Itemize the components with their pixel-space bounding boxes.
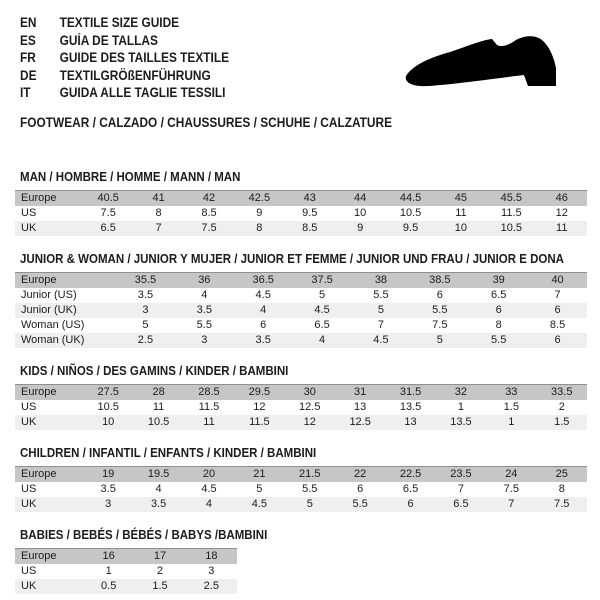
size-cell: 7.5 — [184, 221, 234, 236]
size-cell: 10.5 — [83, 400, 133, 415]
size-cell: 12.5 — [285, 400, 335, 415]
size-cell: 22.5 — [385, 466, 435, 482]
size-cell: 45 — [436, 190, 486, 206]
size-cell: 12 — [537, 206, 587, 221]
row-label: US — [15, 482, 83, 497]
size-cell: 17 — [134, 548, 185, 564]
size-cell: 6 — [469, 303, 528, 318]
size-cell: 42.5 — [234, 190, 284, 206]
size-cell: 3 — [116, 303, 175, 318]
row-label: Junior (UK) — [15, 303, 116, 318]
language-code: DE — [20, 67, 37, 83]
size-cell: 44 — [335, 190, 385, 206]
row-label: Europe — [15, 466, 83, 482]
size-cell: 8 — [234, 221, 284, 236]
size-cell: 33 — [486, 384, 536, 400]
size-cell: 43 — [285, 190, 335, 206]
table-title-children: CHILDREN / INFANTIL / ENFANTS / KINDER / BAMBINI — [20, 445, 317, 460]
table-row — [15, 333, 587, 348]
table-row — [15, 564, 237, 579]
size-table-block-babies — [15, 528, 600, 594]
size-cell: 11 — [133, 400, 183, 415]
size-cell: 28 — [133, 384, 183, 400]
size-cell: 38 — [352, 272, 411, 288]
size-cell: 1.5 — [134, 579, 185, 594]
size-cell: 7.5 — [537, 497, 587, 512]
size-cell: 5 — [234, 482, 284, 497]
size-cell: 4.5 — [293, 303, 352, 318]
size-cell: 11 — [436, 206, 486, 221]
language-text: TEXTILE SIZE GUIDE — [59, 15, 180, 30]
size-cell: 5 — [293, 288, 352, 303]
size-cell: 6.5 — [436, 497, 486, 512]
size-cell: 3 — [83, 497, 133, 512]
size-cell: 5.5 — [285, 482, 335, 497]
table-row — [15, 206, 587, 221]
size-cell: 4.5 — [184, 482, 234, 497]
size-cell: 6 — [335, 482, 385, 497]
category-title: FOOTWEAR / CALZADO / CHAUSSURES / SCHUHE / CALZATURE — [20, 114, 393, 130]
size-cell: 36.5 — [234, 272, 293, 288]
language-code: ES — [20, 32, 36, 48]
row-label: Woman (US) — [15, 318, 116, 333]
size-cell: 13 — [385, 415, 435, 430]
size-cell: 18 — [186, 548, 237, 564]
size-cell: 5 — [285, 497, 335, 512]
size-cell: 9 — [335, 221, 385, 236]
size-cell: 1.5 — [486, 400, 536, 415]
size-cell: 10 — [335, 206, 385, 221]
size-table-junior-woman — [15, 272, 587, 348]
size-cell: 9.5 — [385, 221, 435, 236]
size-cell: 30 — [285, 384, 335, 400]
size-cell: 8 — [133, 206, 183, 221]
size-cell: 7.5 — [83, 206, 133, 221]
size-cell: 6 — [410, 288, 469, 303]
row-label: Europe — [15, 190, 83, 206]
language-code: IT — [20, 85, 31, 100]
size-cell: 45.5 — [486, 190, 536, 206]
size-cell: 22 — [335, 466, 385, 482]
size-cell: 4 — [175, 288, 234, 303]
table-title-man: MAN / HOMBRE / HOMME / MANN / MAN — [20, 169, 241, 184]
size-cell: 7 — [436, 482, 486, 497]
size-cell: 4 — [293, 333, 352, 348]
table-row — [15, 400, 587, 415]
size-cell: 19.5 — [133, 466, 183, 482]
size-cell: 4.5 — [234, 497, 284, 512]
size-cell: 10 — [436, 221, 486, 236]
size-cell: 11.5 — [184, 400, 234, 415]
size-cell: 37.5 — [293, 272, 352, 288]
table-title-kids: KIDS / NIÑOS / DES GAMINS / KINDER / BAMBINI — [20, 363, 289, 378]
size-cell: 11 — [184, 415, 234, 430]
size-cell: 35.5 — [116, 272, 175, 288]
size-cell: 40 — [528, 272, 587, 288]
size-table-block-children — [15, 446, 600, 512]
size-cell: 5 — [352, 303, 411, 318]
header — [0, 0, 600, 131]
size-cell: 4.5 — [352, 333, 411, 348]
row-label: US — [15, 206, 83, 221]
size-cell: 3.5 — [133, 497, 183, 512]
size-table-children — [15, 466, 587, 512]
size-cell: 1 — [83, 564, 134, 579]
table-row — [15, 497, 587, 512]
size-cell: 8.5 — [184, 206, 234, 221]
row-label: UK — [15, 579, 83, 594]
size-cell: 11 — [537, 221, 587, 236]
size-cell: 5.5 — [410, 303, 469, 318]
table-row — [15, 318, 587, 333]
size-cell: 2 — [537, 400, 587, 415]
size-cell: 5.5 — [352, 288, 411, 303]
size-cell: 4 — [133, 482, 183, 497]
size-cell: 3.5 — [83, 482, 133, 497]
size-cell: 12 — [234, 400, 284, 415]
table-row — [15, 548, 237, 564]
size-cell: 21 — [234, 466, 284, 482]
size-cell: 20 — [184, 466, 234, 482]
row-label: Junior (US) — [15, 288, 116, 303]
size-cell: 13.5 — [385, 400, 435, 415]
row-label: Europe — [15, 384, 83, 400]
size-table-block-man — [15, 170, 600, 236]
size-cell: 27.5 — [83, 384, 133, 400]
size-cell: 19 — [83, 466, 133, 482]
size-cell: 1 — [436, 400, 486, 415]
size-cell: 6.5 — [293, 318, 352, 333]
language-text: GUIDA ALLE TAGLIE TESSILI — [59, 85, 226, 100]
size-cell: 13 — [335, 400, 385, 415]
size-cell: 10.5 — [486, 221, 536, 236]
row-label: US — [15, 564, 83, 579]
size-cell: 4 — [234, 303, 293, 318]
size-cell: 6.5 — [385, 482, 435, 497]
size-cell: 4 — [184, 497, 234, 512]
row-label: Europe — [15, 272, 116, 288]
language-code: FR — [20, 50, 36, 65]
size-cell: 44.5 — [385, 190, 435, 206]
size-cell: 8.5 — [528, 318, 587, 333]
row-label: Europe — [15, 548, 83, 564]
shoe-icon — [398, 30, 570, 98]
size-cell: 3.5 — [175, 303, 234, 318]
row-label: US — [15, 400, 83, 415]
size-cell: 7 — [528, 288, 587, 303]
size-cell: 7 — [352, 318, 411, 333]
size-table-block-junior-woman — [15, 252, 600, 348]
size-tables-section — [0, 170, 600, 594]
size-cell: 29.5 — [234, 384, 284, 400]
size-cell: 24 — [486, 466, 536, 482]
table-title-babies: BABIES / BEBÉS / BÉBÉS / BABYS /BAMBINI — [20, 527, 268, 542]
size-table-kids — [15, 384, 587, 430]
size-cell: 12 — [285, 415, 335, 430]
row-label: UK — [15, 497, 83, 512]
size-cell: 6 — [528, 333, 587, 348]
table-row — [15, 384, 587, 400]
size-cell: 8 — [469, 318, 528, 333]
row-label: UK — [15, 415, 83, 430]
size-cell: 5 — [116, 318, 175, 333]
size-cell: 11.5 — [234, 415, 284, 430]
table-row — [15, 482, 587, 497]
row-label: UK — [15, 221, 83, 236]
size-cell: 3.5 — [234, 333, 293, 348]
size-cell: 6 — [528, 303, 587, 318]
size-cell: 46 — [537, 190, 587, 206]
size-cell: 6 — [385, 497, 435, 512]
table-row — [15, 272, 587, 288]
size-cell: 0.5 — [83, 579, 134, 594]
language-text: GUIDE DES TAILLES TEXTILE — [59, 50, 230, 65]
size-cell: 2.5 — [186, 579, 237, 594]
size-cell: 12.5 — [335, 415, 385, 430]
language-code: EN — [20, 15, 37, 30]
size-cell: 7.5 — [486, 482, 536, 497]
size-cell: 3 — [175, 333, 234, 348]
size-cell: 7 — [486, 497, 536, 512]
size-cell: 5.5 — [469, 333, 528, 348]
size-cell: 13.5 — [436, 415, 486, 430]
size-cell: 40.5 — [83, 190, 133, 206]
row-label: Woman (UK) — [15, 333, 116, 348]
size-cell: 7.5 — [410, 318, 469, 333]
size-cell: 42 — [184, 190, 234, 206]
size-cell: 32 — [436, 384, 486, 400]
size-cell: 1 — [486, 415, 536, 430]
table-row — [15, 466, 587, 482]
language-text: TEXTILGRÖßENFÜHRUNG — [59, 67, 211, 83]
size-cell: 2.5 — [116, 333, 175, 348]
size-cell: 10 — [83, 415, 133, 430]
size-table-man — [15, 190, 587, 236]
size-cell: 1.5 — [537, 415, 587, 430]
table-row — [15, 190, 587, 206]
size-cell: 4.5 — [234, 288, 293, 303]
size-cell: 38.5 — [410, 272, 469, 288]
size-cell: 23.5 — [436, 466, 486, 482]
size-cell: 6.5 — [469, 288, 528, 303]
size-cell: 5 — [410, 333, 469, 348]
size-cell: 21.5 — [285, 466, 335, 482]
language-text: GUÍA DE TALLAS — [59, 32, 158, 48]
size-cell: 10.5 — [133, 415, 183, 430]
size-table-block-kids — [15, 364, 600, 430]
size-cell: 3.5 — [116, 288, 175, 303]
size-cell: 33.5 — [537, 384, 587, 400]
size-cell: 39 — [469, 272, 528, 288]
size-cell: 8 — [537, 482, 587, 497]
size-cell: 6 — [234, 318, 293, 333]
size-cell: 11.5 — [486, 206, 536, 221]
size-cell: 5.5 — [175, 318, 234, 333]
size-cell: 16 — [83, 548, 134, 564]
table-title-junior-woman: JUNIOR & WOMAN / JUNIOR Y MUJER / JUNIOR ET FEMME / JUNIOR UND FRAU / JUNIOR E DONA — [20, 251, 564, 266]
size-cell: 2 — [134, 564, 185, 579]
size-cell: 3 — [186, 564, 237, 579]
size-cell: 9 — [234, 206, 284, 221]
size-cell: 8.5 — [285, 221, 335, 236]
size-cell: 31 — [335, 384, 385, 400]
size-cell: 10.5 — [385, 206, 435, 221]
size-table-babies — [15, 548, 237, 594]
size-cell: 31.5 — [385, 384, 435, 400]
size-cell: 36 — [175, 272, 234, 288]
size-cell: 7 — [133, 221, 183, 236]
size-cell: 28.5 — [184, 384, 234, 400]
size-cell: 41 — [133, 190, 183, 206]
language-row-en — [20, 14, 530, 32]
table-row — [15, 579, 237, 594]
table-row — [15, 303, 587, 318]
size-cell: 6.5 — [83, 221, 133, 236]
size-cell: 25 — [537, 466, 587, 482]
table-row — [15, 221, 587, 236]
table-row — [15, 288, 587, 303]
table-row — [15, 415, 587, 430]
size-cell: 5.5 — [335, 497, 385, 512]
size-cell: 9.5 — [285, 206, 335, 221]
